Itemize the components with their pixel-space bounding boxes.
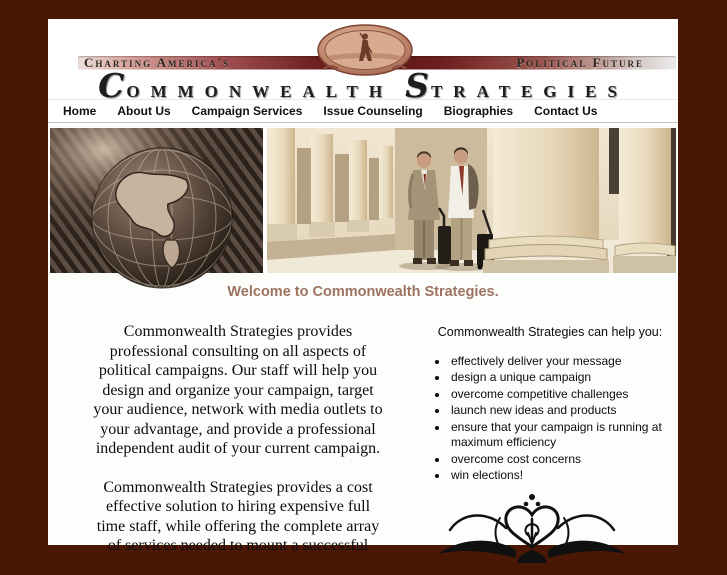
help-bullet: • design a unique campaign <box>449 370 676 386</box>
help-bullet: • effectively deliver your message <box>449 354 676 370</box>
brand-word1: ommonwealth <box>126 77 394 103</box>
help-bullet: • win elections! <box>449 468 676 484</box>
intro-paragraph-1: Commonwealth Strategies provides professional consulting on all aspects of political campaigns. Our staff will help you design and organize your campaign, target your audience, network with media outlets to your advantage, and provide a professional independent audit of your current campaign. <box>93 323 383 457</box>
hero-images <box>50 128 676 273</box>
flourish-ornament-icon <box>432 488 632 563</box>
nav-item-campaign-services[interactable]: Campaign Services <box>191 104 303 118</box>
help-bullet: • ensure that your campaign is running at maximum efficiency <box>449 420 676 451</box>
nav-item-home[interactable]: Home <box>63 104 97 118</box>
brand-word2: trategies <box>430 77 628 103</box>
tagline-right: Political Future <box>516 55 644 70</box>
help-bullet-list <box>424 354 676 484</box>
help-list-heading: Commonwealth Strategies can help you: <box>437 325 663 339</box>
nav-item-issue-counseling[interactable]: Issue Counseling <box>323 104 423 118</box>
intro-paragraph-2: Commonwealth Strategies provides a cost effective solution to hiring expensive full time staff, while offering the complete array of services needed to mount a successful <box>96 478 380 554</box>
brand-initial-s: S <box>405 66 431 105</box>
masthead <box>48 19 678 105</box>
help-bullet: • launch new ideas and products <box>449 403 676 419</box>
state-seal-icon <box>316 23 414 79</box>
help-list-column <box>424 322 676 485</box>
businessmen-photo <box>267 128 676 273</box>
help-bullet: • overcome cost concerns <box>449 452 676 468</box>
intro-text-column <box>64 322 412 575</box>
globe-photo <box>50 128 263 273</box>
site-content-area <box>48 19 678 554</box>
brand-initial-c: C <box>98 66 127 105</box>
tagline-left: Charting America's <box>84 55 231 70</box>
nav-item-contact-us[interactable]: Contact Us <box>534 104 598 118</box>
nav-item-about-us[interactable]: About Us <box>117 104 171 118</box>
help-bullet: • overcome competitive challenges <box>449 387 676 403</box>
nav-item-biographies[interactable]: Biographies <box>443 104 514 118</box>
welcome-heading: Welcome to Commonwealth Strategies. <box>227 284 499 300</box>
brand-title <box>48 66 678 106</box>
